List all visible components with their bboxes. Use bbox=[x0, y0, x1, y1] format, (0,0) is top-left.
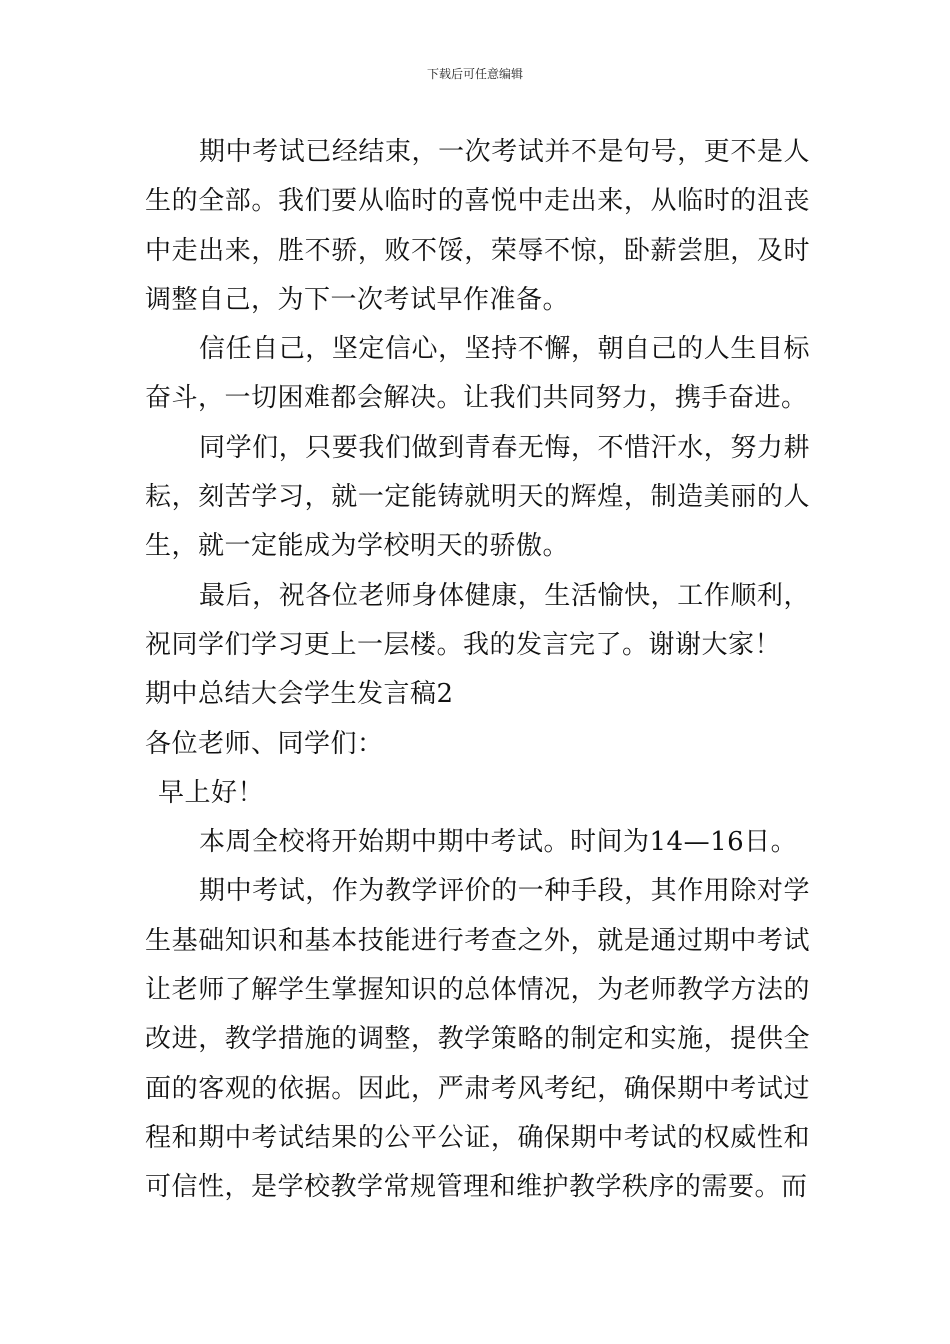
paragraph-students-effort: 同学们，只要我们做到青春无悔，不惜汗水，努力耕耘，刻苦学习，就一定能铸就明天的辉煌，制造美丽的人生，就一定能成为学校明天的骄傲。 bbox=[145, 432, 810, 562]
document-body bbox=[145, 128, 810, 1213]
paragraph-believe-yourself: 信任自己，坚定信心，坚持不懈，朝自己的人生目标奋斗，一切困难都会解决。让我们共同努力，携手奋进。 bbox=[145, 334, 810, 414]
salutation: 各位老师、同学们： bbox=[145, 728, 384, 759]
paragraph-closing-wishes: 最后，祝各位老师身体健康，生活愉快，工作顺利，祝同学们学习更上一层楼。我的发言完了。谢谢大家！ bbox=[145, 580, 810, 660]
paragraph-exam-schedule: 本周全校将开始期中期中考试。时间为14—16日。 bbox=[199, 827, 798, 858]
paragraph-exam-ended: 期中考试已经结束，一次考试并不是句号，更不是人生的全部。我们要从临时的喜悦中走出来，从临时的沮丧中走出来，胜不骄，败不馁，荣辱不惊，卧薪尝胆，及时调整自己，为下一次考试早作准备。 bbox=[145, 137, 810, 315]
section-title: 期中总结大会学生发言稿2 bbox=[145, 679, 454, 710]
paragraph-exam-purpose: 期中考试，作为教学评价的一种手段，其作用除对学生基础知识和基本技能进行考查之外，就是通过期中考试让老师了解学生掌握知识的总体情况，为老师教学方法的改进，教学措施的调整，教学策略的制定和实施，提供全面的客观的依据。因此，严肃考风考纪，确保期中考试过程和期中考试结果的公平公证，确保期中考试的权威性和可信性，是学校教学常规管理和维护教学秩序的需要。而 bbox=[145, 876, 810, 1203]
page-header-note: 下载后可任意编辑 bbox=[426, 67, 523, 81]
greeting: 早上好！ bbox=[158, 777, 265, 808]
